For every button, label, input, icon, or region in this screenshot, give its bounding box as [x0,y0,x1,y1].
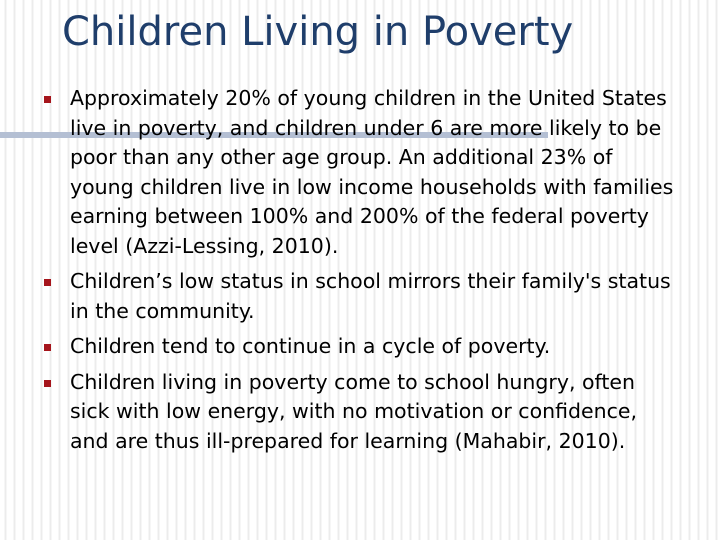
bullet-text: Approximately 20% of young children in the United States live in poverty, and children under 6 are more likely to be poor than any other age group. An additional 23% of young children live in low income households with families earning between 100% and 200% of the federal poverty level (Azzi-Lessing, 2010). [70,86,674,258]
square-bullet-icon [44,279,51,286]
square-bullet-icon [44,96,51,103]
bullet-text: Children living in poverty come to school hungry, often sick with low energy, with no motivation or confidence, and are thus ill-prepared for learning (Mahabir, 2010). [70,369,638,453]
bullet-item [44,267,674,326]
bullet-item [44,84,674,261]
square-bullet-icon [44,380,51,387]
bullet-item [44,368,674,457]
square-bullet-icon [44,344,51,351]
slide-title: Children Living in Poverty [62,9,574,55]
bullet-text: Children tend to continue in a cycle of poverty. [70,334,551,358]
bullet-list [44,84,674,462]
bullet-item [44,332,674,362]
bullet-text: Children’s low status in school mirrors their family's status in the community. [70,269,671,323]
